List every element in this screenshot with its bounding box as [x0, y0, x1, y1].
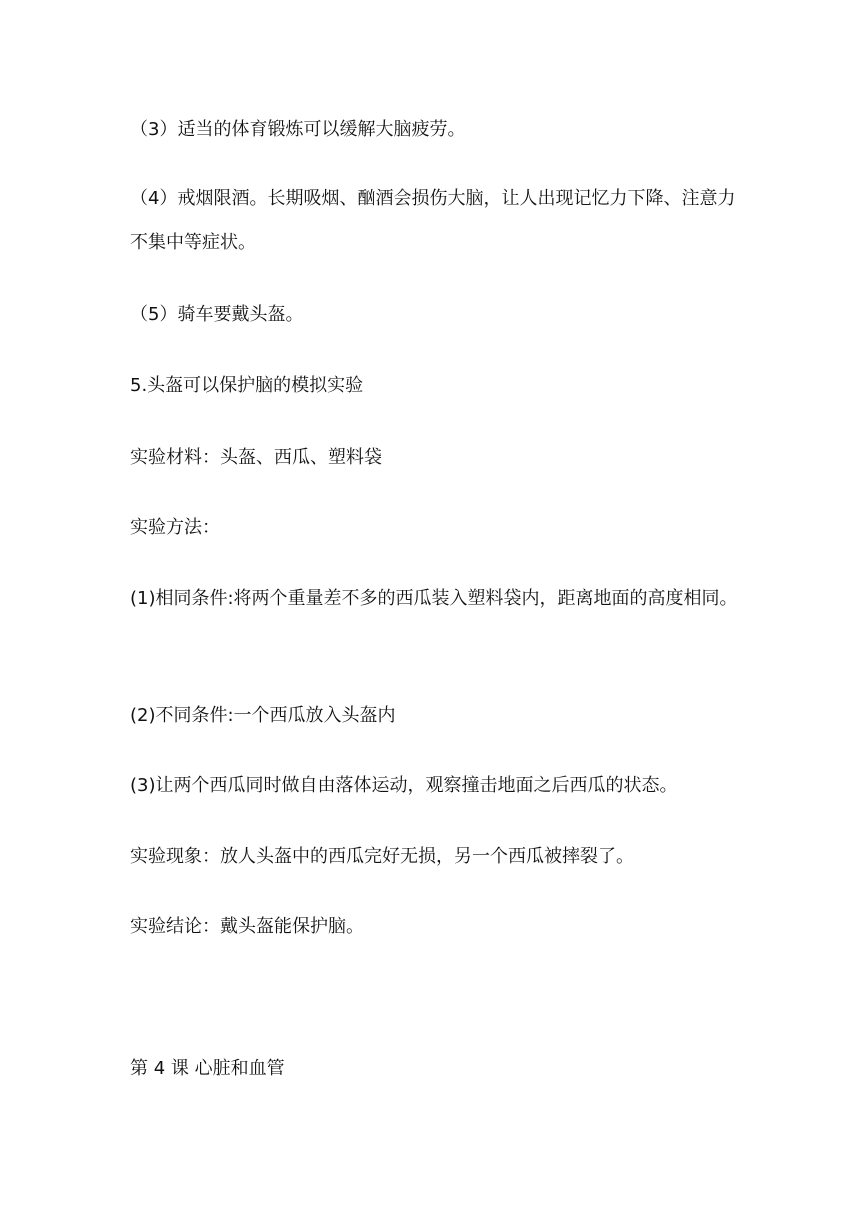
tip-wear-helmet: （5）骑车要戴头盔。	[130, 304, 304, 325]
method-step-2: (2)不同条件:一个西瓜放入头盔内	[130, 705, 396, 726]
experiment-materials: 实验材料：头盔、西瓜、塑料袋	[130, 447, 382, 468]
experiment-method-label: 实验方法：	[130, 517, 220, 538]
tip-exercise: （3）适当的体育锻炼可以缓解大脑疲劳。	[130, 119, 466, 140]
method-step-3: (3)让两个西瓜同时做自由落体运动，观察撞击地面之后西瓜的状态。	[130, 775, 678, 796]
method-step-1: (1)相同条件:将两个重量差不多的西瓜装入塑料袋内，距离地面的高度相同。	[130, 588, 738, 609]
experiment-phenomenon: 实验现象：放人头盔中的西瓜完好无损，另一个西瓜被摔裂了。	[130, 846, 634, 867]
section-heading-experiment: 5.头盔可以保护脑的模拟实验	[130, 375, 364, 396]
tip-no-smoking-drinking: （4）戒烟限酒。长期吸烟、酗酒会损伤大脑，让人出现记忆力下降、注意力不集中等症状。	[130, 188, 736, 253]
experiment-conclusion: 实验结论：戴头盔能保护脑。	[130, 916, 364, 937]
lesson-title: 第 4 课 心脏和血管	[130, 1058, 285, 1079]
